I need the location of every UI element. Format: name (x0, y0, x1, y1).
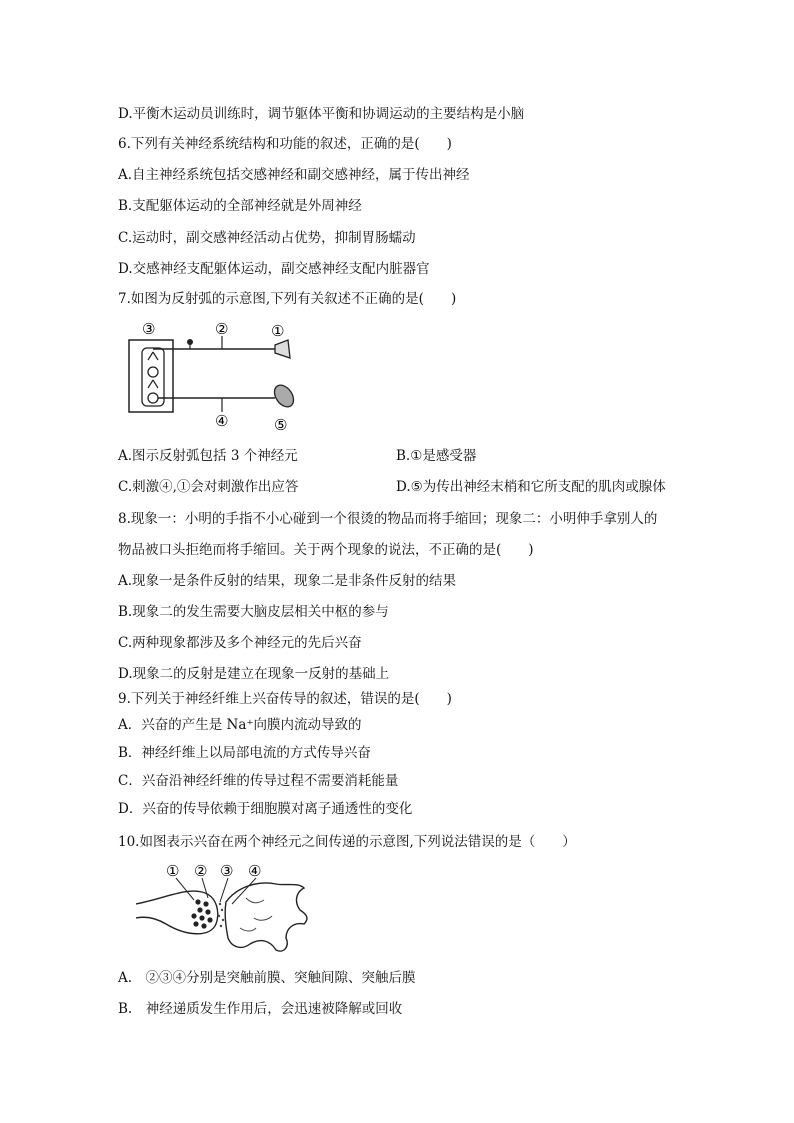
neuron-body-2 (148, 393, 158, 403)
receptor (275, 340, 290, 358)
neurotransmitter-dots (218, 903, 224, 927)
leader-2 (202, 878, 208, 898)
fig7-label-5: ⑤ (274, 416, 288, 434)
q6-option-c: C.运动时，副交感神经活动占优势，抑制胃肠蠕动 (118, 230, 416, 246)
q9-option-a: A．兴奋的产生是 Na⁺向膜内流动导致的 (118, 717, 362, 733)
q6-option-a: A.自主神经系统包括交感神经和副交感神经，属于传出神经 (118, 167, 470, 183)
q7-option-b: B.①是感受器 (396, 448, 477, 464)
interneuron (148, 352, 158, 388)
q9-stem: 9.下列关于神经纤维上兴奋传导的叙述，错误的是( ) (118, 691, 452, 707)
q7-option-a: A.图示反射弧包括 3 个神经元 (118, 448, 298, 464)
leader-1 (176, 878, 194, 900)
q10-option-a: A. ②③④分别是突触前膜、突触间隙、突触后膜 (118, 970, 416, 986)
q9-option-b: B．神经纤维上以局部电流的方式传导兴奋 (118, 745, 371, 761)
leader-3 (220, 878, 228, 902)
fig10-label-1: ① (166, 862, 180, 880)
q10-option-b: B. 神经递质发生作用后，会迅速被降解或回收 (118, 1001, 403, 1017)
q6-stem: 6.下列有关神经系统结构和功能的叙述，正确的是( ) (118, 136, 452, 152)
q7-option-c: C.刺激④,①会对刺激作出应答 (118, 479, 299, 495)
neuron-body-1 (148, 367, 158, 377)
fig10-label-3: ③ (220, 862, 234, 880)
q8-option-c: C.两种现象都涉及多个神经元的先后兴奋 (118, 635, 362, 651)
effector (271, 382, 298, 411)
fig10-label-2: ② (194, 862, 208, 880)
fig7-label-4: ④ (215, 412, 229, 430)
q8-stem-line1: 8.现象一：小明的手指不小心碰到一个很烫的物品而将手缩回；现象二：小明伸手拿别人的 (118, 511, 658, 527)
q8-option-b: B.现象二的发生需要大脑皮层相关中枢的参与 (118, 604, 389, 620)
q7-stem: 7.如图为反射弧的示意图,下列有关叙述不正确的是( ) (118, 291, 457, 307)
q8-option-a: A.现象一是条件反射的结果，现象二是非条件反射的结果 (118, 573, 457, 589)
q6-option-b: B.支配躯体运动的全部神经就是外周神经 (118, 198, 362, 214)
fig7-label-3: ③ (142, 320, 156, 338)
leader-4 (232, 878, 256, 904)
q5-option-d: D.平衡木运动员训练时，调节躯体平衡和协调运动的主要结构是小脑 (118, 106, 525, 122)
postsynaptic-neuron (225, 883, 307, 951)
synaptic-vesicles (191, 899, 212, 928)
q6-option-d: D.交感神经支配躯体运动，副交感神经支配内脏器官 (118, 261, 430, 277)
q7-option-d: D.⑤为传出神经末梢和它所支配的肌肉或腺体 (396, 479, 666, 495)
fig10-label-4: ④ (248, 862, 262, 880)
reflex-arc-figure (118, 312, 318, 436)
q8-option-d: D.现象二的反射是建立在现象一反射的基础上 (118, 666, 390, 682)
postsynaptic-detail (240, 898, 272, 931)
fig7-label-1: ① (271, 322, 285, 340)
q9-option-c: C．兴奋沿神经纤维的传导过程不需要消耗能量 (118, 773, 399, 789)
synapse-figure (136, 858, 316, 960)
q10-stem: 10.如图表示兴奋在两个神经元之间传递的示意图,下列说法错误的是（ ） (118, 834, 576, 850)
q9-option-d: D．兴奋的传导依赖于细胞膜对离子通透性的变化 (118, 801, 413, 817)
q8-stem-line2: 物品被口头拒绝而将手缩回。关于两个现象的说法，不正确的是( ) (118, 542, 534, 558)
fig7-label-2: ② (215, 320, 229, 338)
